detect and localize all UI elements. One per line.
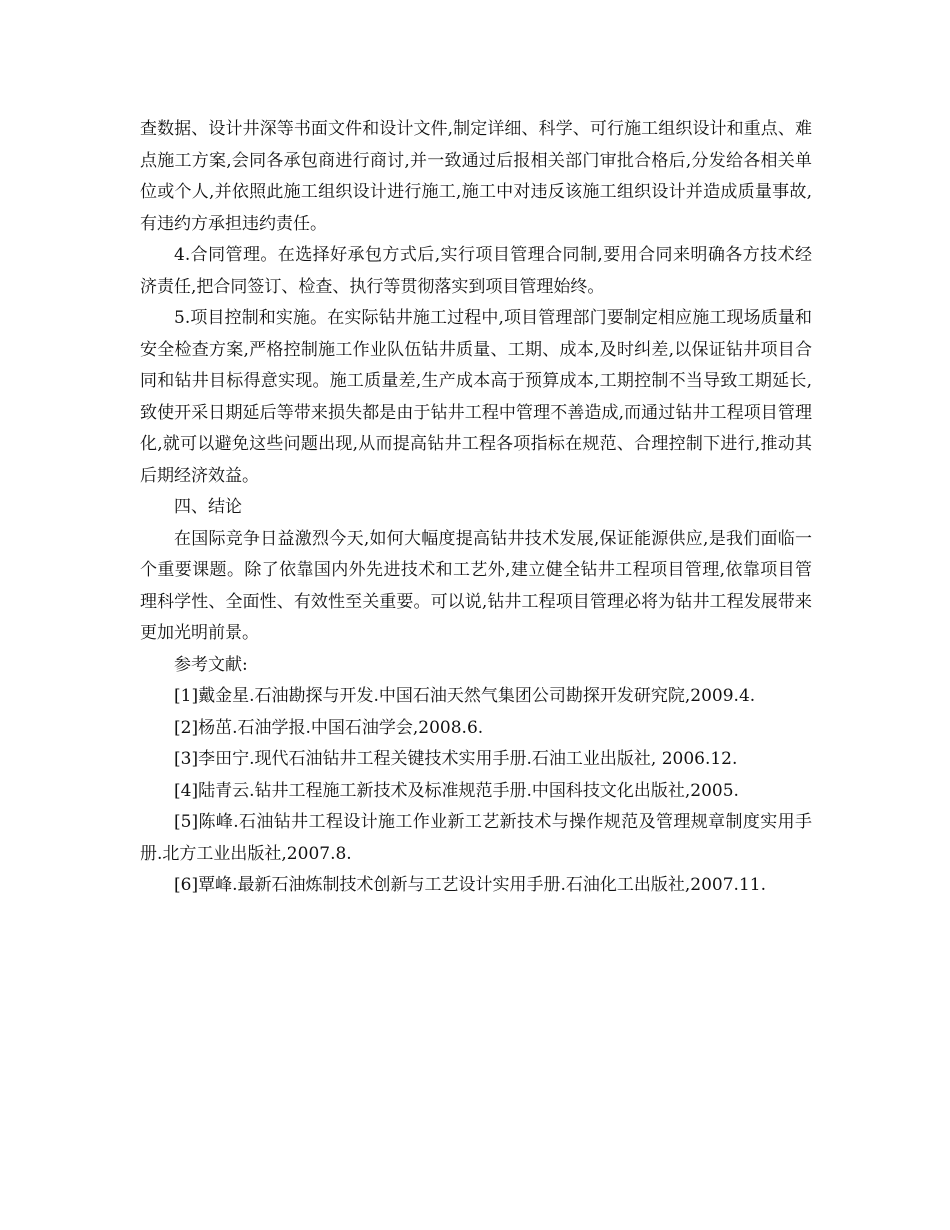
document-page (140, 114, 812, 902)
reference-item: [5]陈峰.石油钻井工程设计施工作业新工艺新技术与操作规范及管理规章制度实用手册.北方工业出版社,2007.8. (140, 812, 812, 864)
reference-list (140, 681, 812, 902)
reference-item: [4]陆青云.钻井工程施工新技术及标准规范手册.中国科技文化出版社,2005. (174, 780, 739, 801)
reference-item: [2]杨茁.石油学报.中国石油学会,2008.6. (174, 717, 484, 738)
paragraph-continued: 查数据、设计井深等书面文件和设计文件,制定详细、科学、可行施工组织设计和重点、难点施工方案,会同各承包商进行商讨,并一致通过后报相关部门审批合格后,分发给各相关单位或个人,并依照此施工组织设计进行施工,施工中对违反该施工组织设计并造成质量事故,有违约方承担违约责任。 (140, 119, 812, 234)
paragraph-contract-management: 4.合同管理。在选择好承包方式后,实行项目管理合同制,要用合同来明确各方技术经济责任,把合同签订、检查、执行等贯彻落实到项目管理始终。 (140, 245, 812, 297)
reference-item: [6]覃峰.最新石油炼制技术创新与工艺设计实用手册.石油化工出版社,2007.11. (174, 875, 766, 895)
references-heading: 参考文献: (174, 654, 248, 675)
section-heading-conclusion: 四、结论 (174, 497, 242, 517)
paragraph-project-control: 5.项目控制和实施。在实际钻井施工过程中,项目管理部门要制定相应施工现场质量和安全检查方案,严格控制施工作业队伍钻井质量、工期、成本,及时纠差,以保证钻井项目合同和钻井目标得意实现。施工质量差,生产成本高于预算成本,工期控制不当导致工期延长,致使开采日期延后等带来损失都是由于钻井工程中管理不善造成,而通过钻井工程项目管理化,就可以避免这些问题出现,从而提高钻井工程各项指标在规范、合理控制下进行,推动其后期经济效益。 (140, 308, 812, 486)
reference-item: [1]戴金星.石油勘探与开发.中国石油天然气集团公司勘探开发研究院,2009.4. (174, 686, 756, 706)
reference-item: [3]李田宁.现代石油钻井工程关键技术实用手册.石油工业出版社, 2006.12. (174, 749, 738, 769)
paragraph-conclusion: 在国际竞争日益激烈今天,如何大幅度提高钻井技术发展,保证能源供应,是我们面临一个重要课题。除了依靠国内外先进技术和工艺外,建立健全钻井工程项目管理,依靠项目管理科学性、全面性、有效性至关重要。可以说,钻井工程项目管理必将为钻井工程发展带来更加光明前景。 (140, 528, 812, 643)
